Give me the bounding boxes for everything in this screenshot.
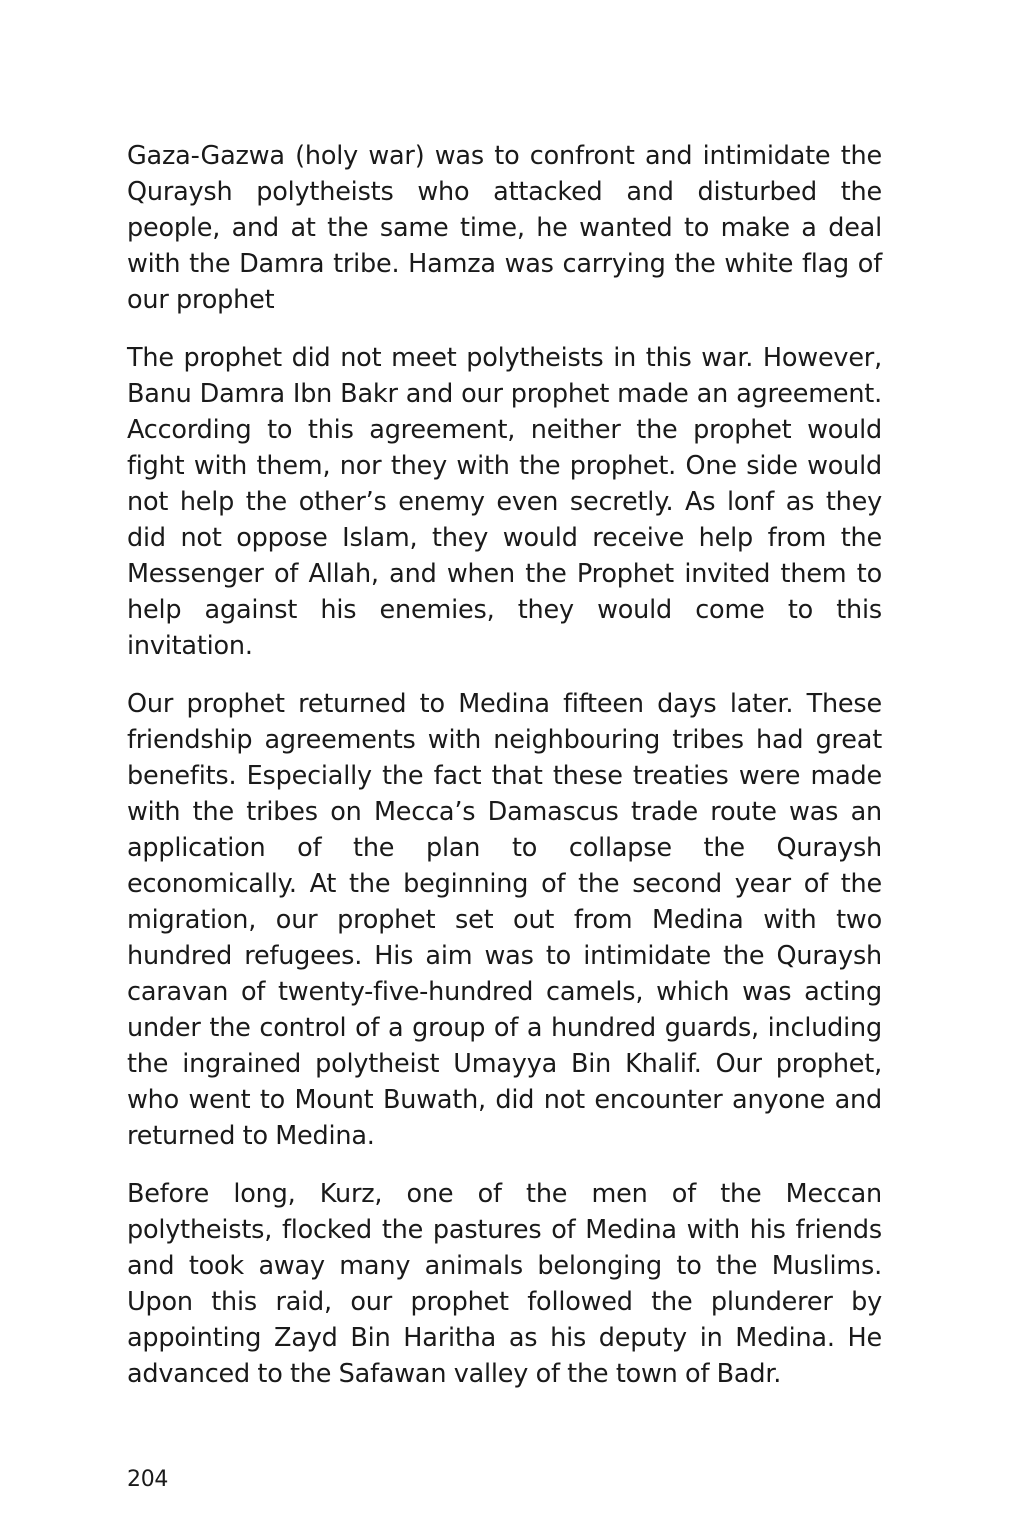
body-text [127,138,882,1414]
paragraph-2: The prophet did not meet polytheists in this war. However, Banu Damra Ibn Bakr and our prophet made an agreement. According to this agreement, neither the prophet would fight with them, nor they with the prophet. One side would not help the other’s enemy even secretly. As lonf as they did not oppose Islam, they would receive help from the Messenger of Allah, and when the Prophet invited them to help against his enemies, they would come to this invitation. [127,343,882,661]
page-number: 204 [127,1467,169,1492]
paragraph-1: Gaza-Gazwa (holy war) was to confront and intimidate the Quraysh polytheists who attacked and disturbed the people, and at the same time, he wanted to make a deal with the Damra tribe. Hamza was carrying the white flag of our prophet [127,141,882,315]
paragraph-3: Our prophet returned to Medina fifteen days later. These friendship agreements with neighbouring tribes had great benefits. Especially the fact that these treaties were made with the tribes on Mecca’s Damascus trade route was an application of the plan to collapse the Quraysh economically. At the beginning of the second year of the migration, our prophet set out from Medina with two hundred refugees. His aim was to intimidate the Quraysh caravan of twenty-five-hundred camels, which was acting under the control of a group of a hundred guards, including the ingrained polytheist Umayya Bin Khalif. Our prophet, who went to Mount Buwath, did not encounter anyone and returned to Medina. [127,689,882,1151]
paragraph-4: Before long, Kurz, one of the men of the Meccan polytheists, flocked the pastures of Medina with his friends and took away many animals belonging to the Muslims. Upon this raid, our prophet followed the plunderer by appointing Zayd Bin Haritha as his deputy in Medina. He advanced to the Safawan valley of the town of Badr. [127,1179,882,1389]
